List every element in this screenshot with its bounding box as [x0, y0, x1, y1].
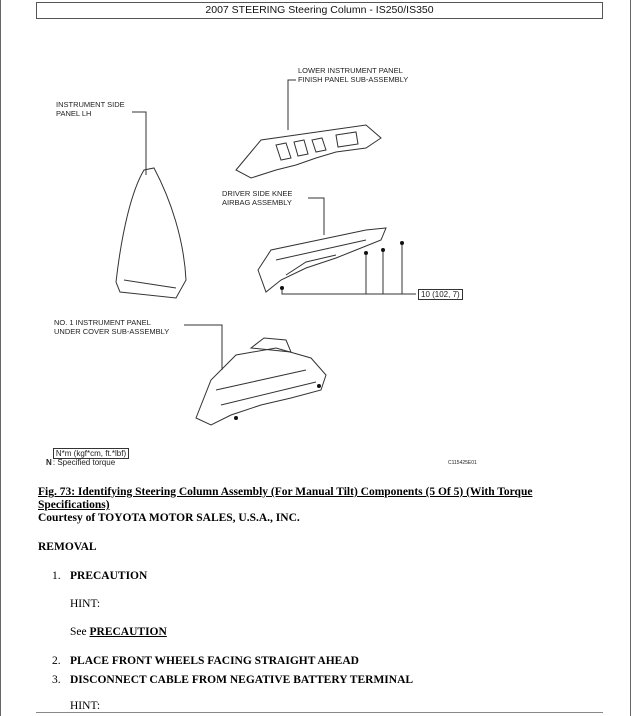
figure-caption	[38, 486, 598, 525]
bolt-marker	[400, 241, 404, 245]
figure-code: C115425E01	[448, 460, 477, 466]
clip-marker	[317, 384, 321, 388]
label-under-cover: NO. 1 INSTRUMENT PANEL UNDER COVER SUB-ASSEMBLY	[54, 318, 170, 336]
step-item: 3. DISCONNECT CABLE FROM NEGATIVE BATTERY TERMINAL	[52, 674, 414, 686]
torque-legend-box: N*m (kgf*cm, ft.*lbf)	[53, 448, 129, 459]
part-side-panel	[116, 168, 186, 298]
bolt-marker	[381, 248, 385, 252]
leader-side-panel	[132, 112, 146, 175]
caption-courtesy: Courtesy of TOYOTA MOTOR SALES, U.S.A., INC.	[38, 512, 300, 524]
torque-leader	[282, 290, 416, 294]
bottom-rule	[36, 712, 603, 713]
precaution-link[interactable]: PRECAUTION	[89, 626, 167, 638]
label-lower-panel: LOWER INSTRUMENT PANEL FINISH PANEL SUB-ASSEMBLY	[298, 66, 409, 84]
torque-spec-box: 10 (102, 7)	[418, 289, 463, 300]
right-margin-line	[630, 0, 631, 716]
step-item: 2. PLACE FRONT WHEELS FACING STRAIGHT AHEAD	[52, 655, 359, 667]
left-margin-line	[0, 0, 1, 716]
leader-under-cover	[184, 325, 222, 370]
part-lower-panel	[236, 125, 381, 178]
north-indicator: N	[46, 458, 52, 467]
torque-legend-text: : Specified torque	[52, 458, 116, 467]
page-header-title: 2007 STEERING Steering Column - IS250/IS350	[205, 4, 434, 16]
component-diagram	[36, 30, 603, 480]
step-item: 1. PRECAUTION	[52, 570, 148, 582]
label-side-panel: INSTRUMENT SIDE PANEL LH	[56, 100, 125, 118]
label-knee-airbag: DRIVER SIDE KNEE AIRBAG ASSEMBLY	[222, 189, 293, 207]
part-under-cover	[196, 348, 326, 425]
bolt-marker	[364, 251, 368, 255]
page-header	[36, 2, 603, 19]
caption-title: Fig. 73: Identifying Steering Column Assembly (For Manual Tilt) Components (5 Of 5) (With Torque Specifications)	[38, 486, 533, 511]
bolt-marker	[280, 286, 284, 290]
hint-label: HINT:	[70, 700, 101, 712]
torque-legend	[44, 440, 129, 476]
diagram-drawing	[36, 30, 603, 480]
section-title: REMOVAL	[38, 541, 97, 553]
hint-label: HINT:	[70, 598, 101, 610]
clip-marker	[234, 416, 238, 420]
leader-lower-panel	[288, 80, 296, 130]
leader-knee-airbag	[308, 198, 324, 235]
see-reference: See PRECAUTION	[70, 626, 167, 638]
